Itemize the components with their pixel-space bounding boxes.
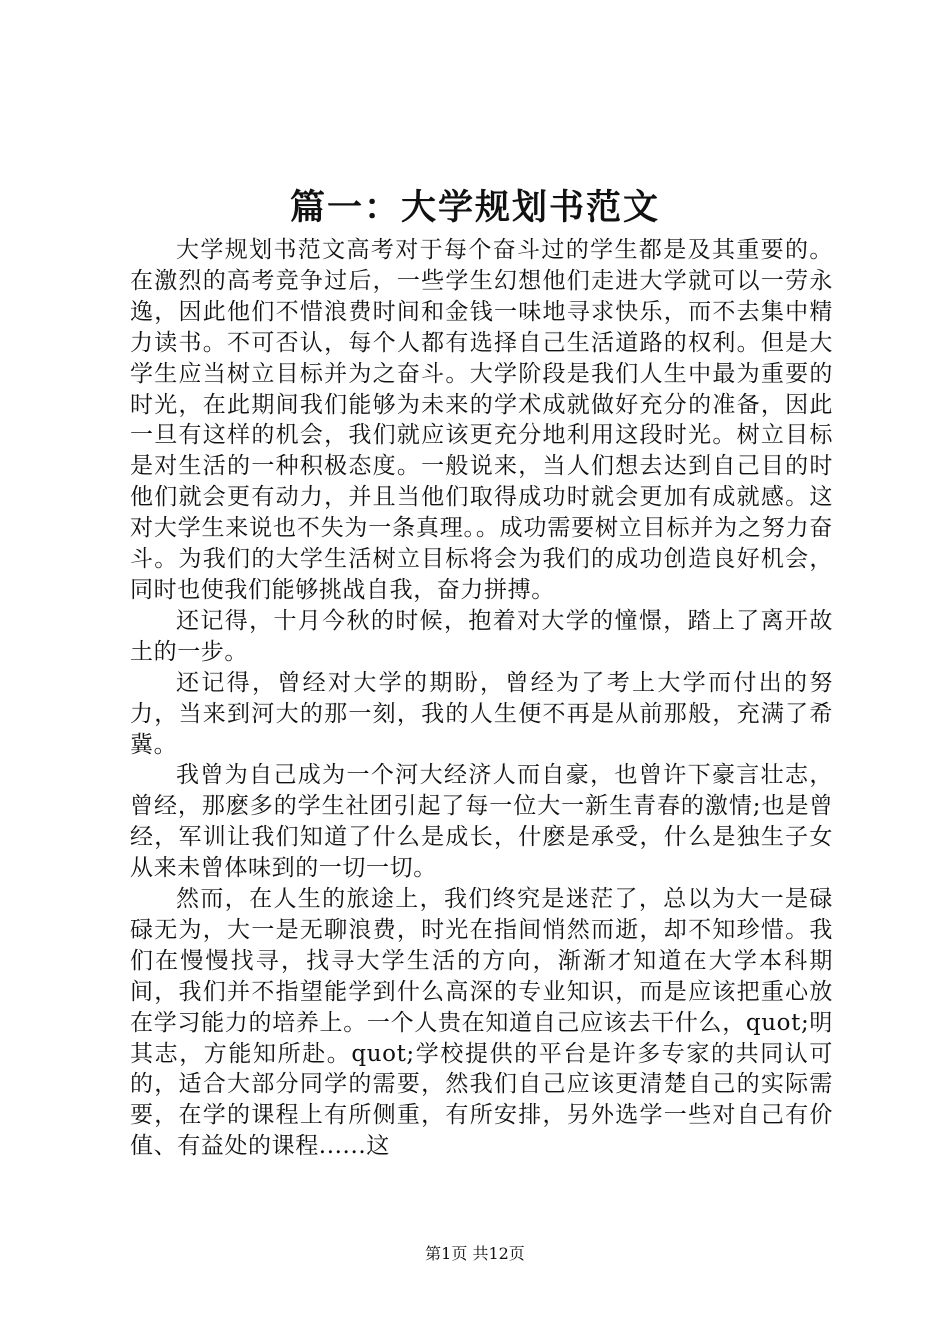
document-body — [130, 235, 833, 1162]
paragraph-4: 我曾为自己成为一个河大经济人而自豪，也曾许下豪言壮志，曾经，那麽多的学生社团引起了每一位大一新生青春的激情;也是曾经，军训让我们知道了什么是成长，什麽是承受，什么是独生子女从来未曾体味到的一切一切。 — [130, 762, 833, 882]
paragraph-1: 大学规划书范文高考对于每个奋斗过的学生都是及其重要的。在激烈的高考竞争过后，一些学生幻想他们走进大学就可以一劳永逸，因此他们不惜浪费时间和金钱一味地寻求快乐，而不去集中精力读书。不可否认，每个人都有选择自己生活道路的权利。但是大学生应当树立目标并为之奋斗。大学阶段是我们人生中最为重要的时光，在此期间我们能够为未来的学术成就做好充分的准备，因此一旦有这样的机会，我们就应该更充分地利用这段时光。树立目标是对生活的一种积极态度。一般说来，当人们想去达到自己目的时他们就会更有动力，并且当他们取得成功时就会更加有成就感。这对大学生来说也不失为一条真理。。成功需要树立目标并为之努力奋斗。为我们的大学生活树立目标将会为我们的成功创造良好机会，同时也使我们能够挑战自我，奋力拼搏。 — [130, 237, 833, 603]
paragraph-3: 还记得，曾经对大学的期盼，曾经为了考上大学而付出的努力，当来到河大的那一刻，我的人生便不再是从前那般，充满了希冀。 — [130, 669, 833, 758]
document-title: 篇一：大学规划书范文 — [289, 187, 660, 228]
paragraph-2: 还记得，十月今秋的时候，抱着对大学的憧憬，踏上了离开故土的一步。 — [130, 607, 833, 665]
page-number-footer: 第1页 共12页 — [425, 1244, 525, 1263]
paragraph-5: 然而，在人生的旅途上，我们终究是迷茫了，总以为大一是碌碌无为，大一是无聊浪费，时光在指间悄然而逝，却不知珍惜。我们在慢慢找寻，找寻大学生活的方向，渐渐才知道在大学本科期间，我们并不指望能学到什么高深的专业知识，而是应该把重心放在学习能力的培养上。一个人贵在知道自己应该去干什么，quot;明其志，方能知所赴。quot;学校提供的平台是许多专家的共同认可的，适合大部分同学的需要，然我们自己应该更清楚自己的实际需要，在学的课程上有所侧重，有所安排，另外选学一些对自己有价值、有益处的课程......这 — [130, 886, 833, 1160]
